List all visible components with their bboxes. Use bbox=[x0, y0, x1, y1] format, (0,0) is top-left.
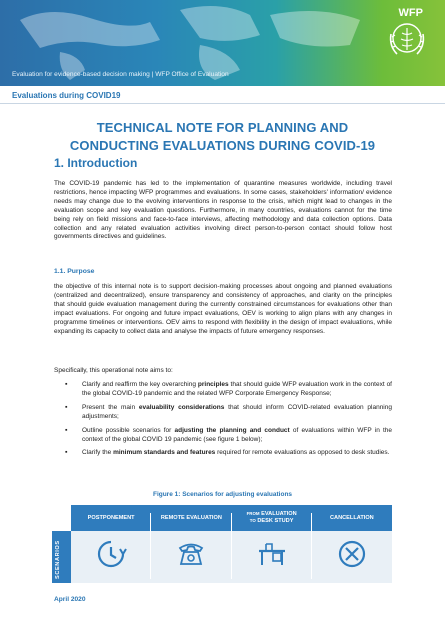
publication-date: April 2020 bbox=[54, 596, 86, 603]
subsection-heading-purpose: 1.1. Purpose bbox=[54, 268, 95, 275]
telephone-icon bbox=[175, 538, 207, 570]
list-item: ▪ Clarify and reaffirm the key overarching principles that should guide WFP evaluation work in the context of the global COVID-19 pandemic and the related WFP Corporate Emergency Response; bbox=[65, 381, 392, 397]
scenarios-figure bbox=[52, 505, 392, 583]
bullet-icon: ▪ bbox=[65, 449, 68, 457]
scenario-cancellation bbox=[312, 505, 392, 583]
bullet-icon: ▪ bbox=[65, 381, 68, 388]
figure-side-label: SCENARIOS bbox=[52, 531, 71, 583]
intro-paragraph: The COVID-19 pandemic has led to the implementation of quarantine measures worldwide, including travel restrictions, hence impacting WFP programmes and evaluations. In some cases, stakeholders' information/ evidence needs may change due to the evolving interventions in response to the crisis, which might lead to changes in the evaluation scope and key evaluation questions. Furthermore, in many countries, evaluations cannot for the time being rely on field missions and face-to-face interviews, affecting methodology and data collection options. Data collection and any related evaluation activities involving direct person-to-person contact should follow host governments directives and guidelines. bbox=[54, 180, 392, 241]
cancel-x-icon bbox=[336, 538, 368, 570]
bullet-icon: ▪ bbox=[65, 426, 68, 434]
aims-list bbox=[54, 381, 392, 463]
banner-strapline: Evaluation for evidence-based decision making | WFP Office of Evaluation bbox=[12, 71, 229, 78]
bullet-icon: ▪ bbox=[65, 403, 68, 411]
scenario-label: POSTPONEMENT bbox=[87, 514, 135, 521]
clock-arrow-icon bbox=[95, 538, 127, 570]
header-banner bbox=[0, 0, 445, 86]
scenario-evaluation-to-desk-study bbox=[232, 505, 312, 583]
aims-intro: Specifically, this operational note aims to: bbox=[54, 367, 173, 374]
list-item: ▪ Present the main evaluability considerations that should inform COVID-related evaluation planning adjustments; bbox=[65, 403, 392, 420]
scenario-remote-evaluation bbox=[151, 505, 231, 583]
scenario-postponement bbox=[71, 505, 151, 583]
divider bbox=[0, 103, 445, 104]
scenario-label: CANCELLATION bbox=[330, 514, 374, 521]
purpose-paragraph: the objective of this internal note is to support decision-making processes about ongoing and planned evaluations (centralized and decentralized), ensure transparency and consistency of approaches, and clarity on the principles that should guide evaluation management during the currently constrained circumstances for evaluations other than impact evaluations. For ongoing and future impact evaluations, OEV is working to align plans with any changes in programme timelines or interventions. OEV aims to respond with flexibility in the design of impact evaluations, while expanding its capacity to collect data and analyse the impacts of future emergency responses. bbox=[54, 283, 392, 335]
section-heading-introduction: 1. Introduction bbox=[54, 156, 138, 170]
wfp-wordmark: WFP bbox=[398, 7, 423, 19]
list-item: ▪ Clarify the minimum standards and features required for remote evaluations as opposed to desk studies. bbox=[65, 449, 390, 457]
list-item: ▪ Outline possible scenarios for adjusting the planning and conduct of evaluations within WFP in the context of the global COVID 19 pandemic (see figure 1 below); bbox=[65, 426, 393, 443]
series-label: Evaluations during COVID19 bbox=[12, 91, 121, 100]
document-title: TECHNICAL NOTE FOR PLANNING AND CONDUCTING EVALUATIONS DURING COVID-19 bbox=[69, 120, 376, 153]
scenario-label: REMOTE EVALUATION bbox=[160, 514, 222, 521]
figure-caption: Figure 1: Scenarios for adjusting evaluations bbox=[152, 491, 293, 498]
desk-icon bbox=[256, 538, 288, 570]
scenario-label: FROM EVALUATION TO DESK STUDY bbox=[246, 511, 297, 524]
